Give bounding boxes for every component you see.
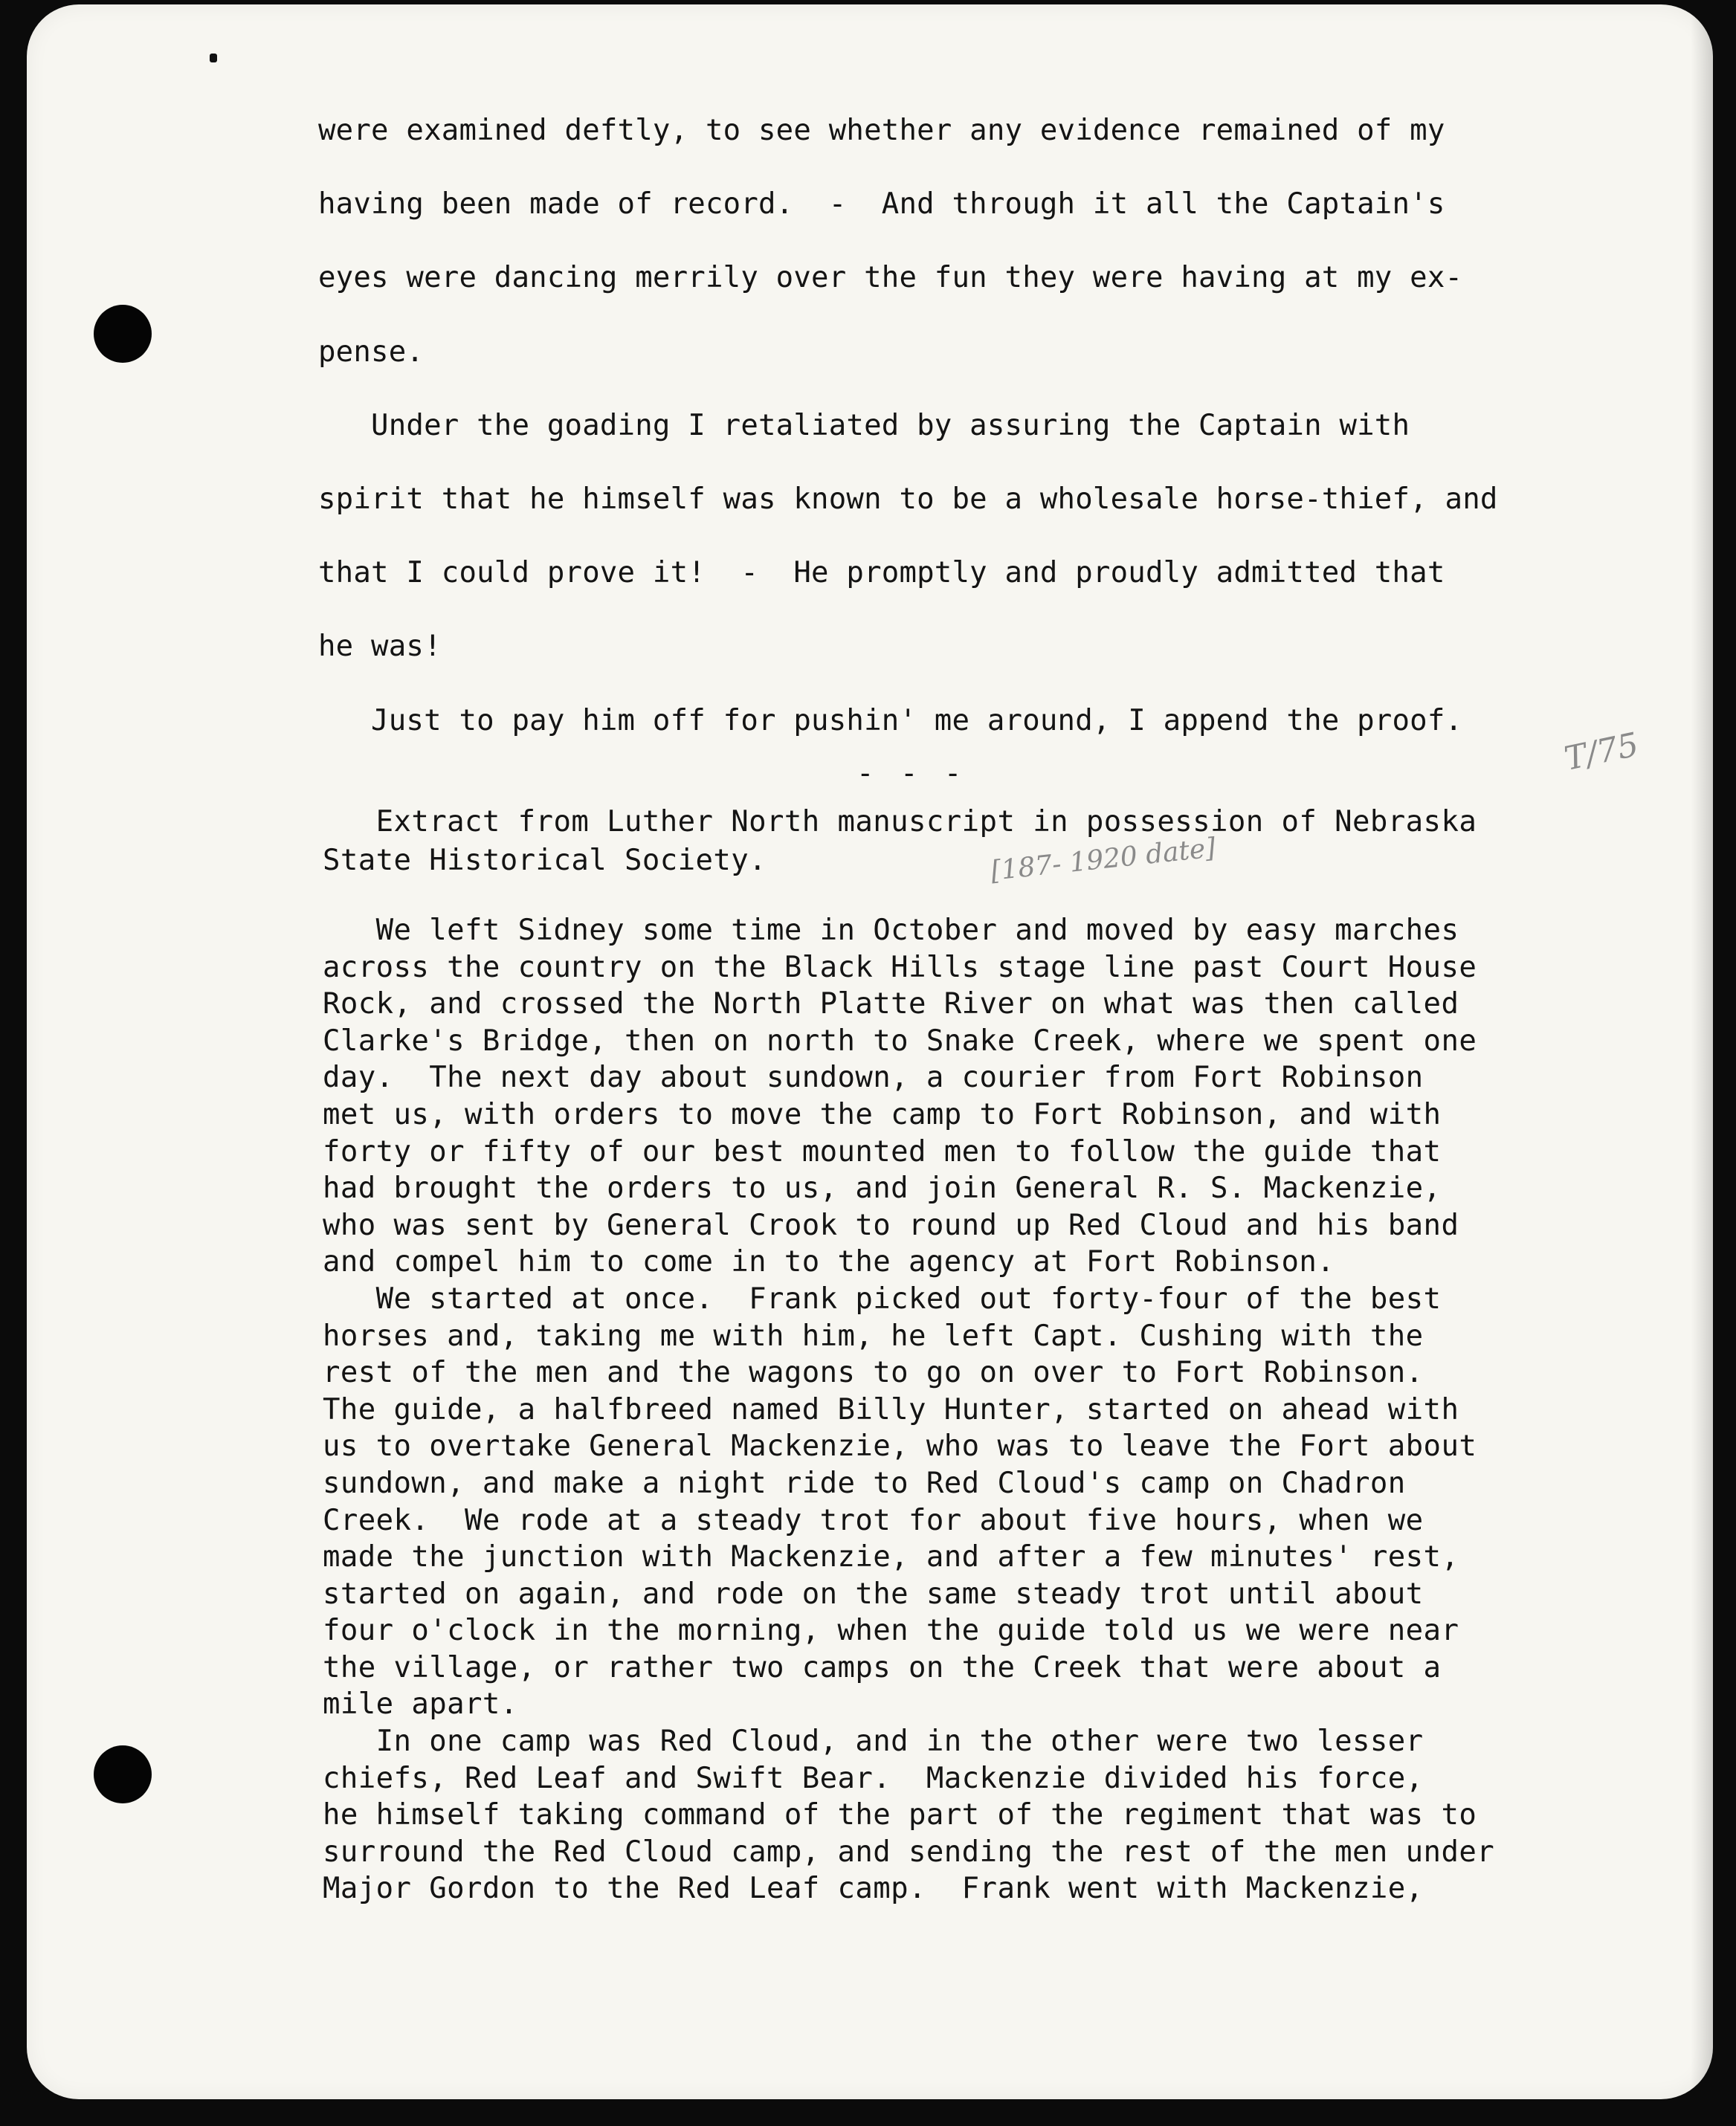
text-line: he was! xyxy=(318,630,442,664)
extract-line: Rock, and crossed the North Platte River on what was then called xyxy=(323,987,1459,1021)
extract-line: four o'clock in the morning, when the guide told us we were near xyxy=(323,1614,1459,1648)
extract-line: mile apart. xyxy=(323,1687,518,1722)
handwritten-margin-note: T/75 xyxy=(1561,726,1642,778)
caption-line: State Historical Society. xyxy=(323,844,767,877)
ink-speck xyxy=(210,54,217,62)
extract-line: The guide, a halfbreed named Billy Hunter, started on ahead with xyxy=(323,1392,1459,1427)
text-line: having been made of record. - And through it all the Captain's xyxy=(318,187,1445,222)
extract-line: the village, or rather two camps on the Creek that were about a xyxy=(323,1650,1442,1684)
extract-line: We started at once. Frank picked out forty-four of the best xyxy=(323,1282,1442,1316)
section-divider: - - - xyxy=(856,757,967,790)
page-edge-shadow xyxy=(1691,4,1713,2099)
text-line: spirit that he himself was known to be a wholesale horse-thief, and xyxy=(318,482,1498,517)
extract-line: forty or fifty of our best mounted men to follow the guide that xyxy=(323,1134,1442,1169)
handwritten-date-note: [187- 1920 date] xyxy=(989,833,1218,887)
extract-line: Clarke's Bridge, then on north to Snake Creek, where we spent one xyxy=(323,1024,1477,1058)
extract-line: surround the Red Cloud camp, and sending the rest of the men under xyxy=(323,1835,1495,1869)
extract-line: horses and, taking me with him, he left Capt. Cushing with the xyxy=(323,1319,1424,1353)
extract-line: and compel him to come in to the agency at Fort Robinson. xyxy=(323,1245,1335,1279)
text-line: eyes were dancing merrily over the fun they were having at my ex- xyxy=(318,261,1463,295)
text-line: pense. xyxy=(318,335,425,369)
extract-line: us to overtake General Mackenzie, who was to leave the Fort about xyxy=(323,1429,1477,1464)
extract-line: chiefs, Red Leaf and Swift Bear. Mackenzie divided his force, xyxy=(323,1761,1424,1795)
text-line: Under the goading I retaliated by assuring the Captain with xyxy=(318,408,1410,442)
text-line: were examined deftly, to see whether any evidence remained of my xyxy=(318,114,1445,147)
extract-line: he himself taking command of the part of the regiment that was to xyxy=(323,1798,1477,1832)
punch-hole-bottom xyxy=(94,1745,152,1803)
extract-line: started on again, and rode on the same steady trot until about xyxy=(323,1577,1424,1611)
manuscript-extract xyxy=(323,912,1494,1907)
extract-line: Creek. We rode at a steady trot for about five hours, when we xyxy=(323,1503,1424,1537)
text-line: Just to pay him off for pushin' me around, I append the proof. xyxy=(318,703,1463,737)
extract-line: day. The next day about sundown, a courier from Fort Robinson xyxy=(323,1061,1424,1095)
extract-line: rest of the men and the wagons to go on over to Fort Robinson. xyxy=(323,1356,1424,1390)
extract-line: In one camp was Red Cloud, and in the other were two lesser xyxy=(323,1725,1424,1759)
typed-page xyxy=(27,4,1713,2099)
extract-line: had brought the orders to us, and join General R. S. Mackenzie, xyxy=(323,1172,1442,1206)
extract-line: We left Sidney some time in October and moved by easy marches xyxy=(323,914,1459,947)
caption-line: Extract from Luther North manuscript in possession of Nebraska xyxy=(323,805,1477,839)
punch-hole-top xyxy=(94,305,152,363)
text-line: that I could prove it! - He promptly and proudly admitted that xyxy=(318,556,1445,590)
extract-line: who was sent by General Crook to round up Red Cloud and his band xyxy=(323,1208,1459,1242)
narrative-text xyxy=(318,94,1498,757)
extract-line: Major Gordon to the Red Leaf camp. Frank went with Mackenzie, xyxy=(323,1872,1424,1906)
extract-line: across the country on the Black Hills stage line past Court House xyxy=(323,950,1477,984)
extract-line: made the junction with Mackenzie, and after a few minutes' rest, xyxy=(323,1540,1459,1574)
extract-line: met us, with orders to move the camp to Fort Robinson, and with xyxy=(323,1097,1442,1131)
extract-caption xyxy=(323,803,1477,880)
extract-line: sundown, and make a night ride to Red Cloud's camp on Chadron xyxy=(323,1466,1406,1500)
